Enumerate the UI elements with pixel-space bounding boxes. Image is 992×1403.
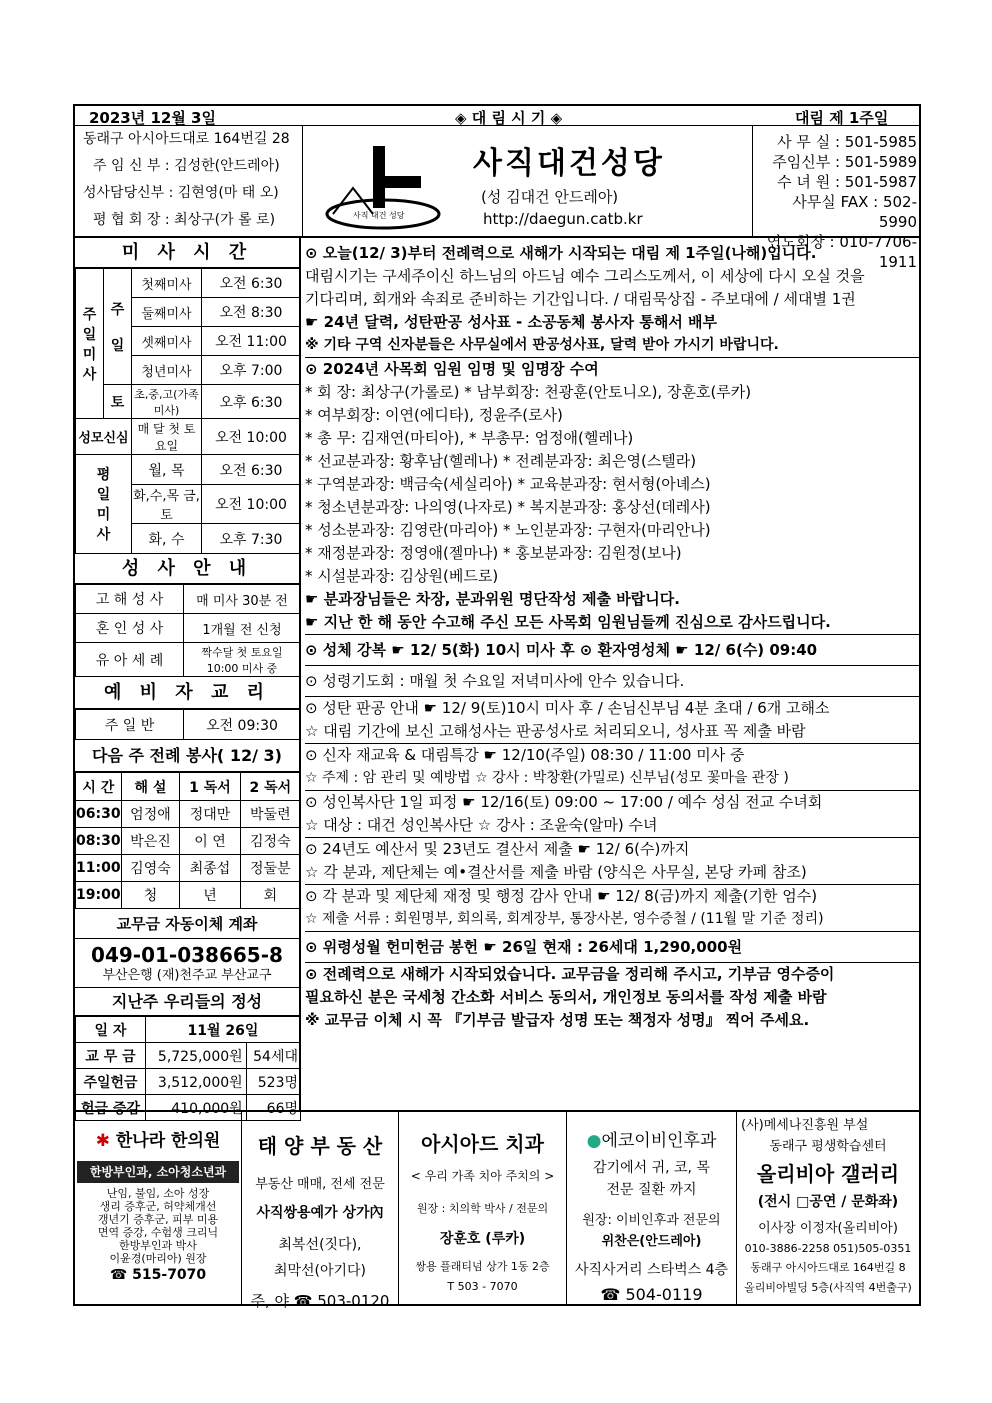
- ad-clinic-tag: 한방부인과, 소아청소년과: [77, 1161, 239, 1183]
- mass-name: 셋째미사: [132, 327, 202, 356]
- sacrament-info: 매 미사 30분 전: [184, 585, 301, 614]
- ad-line: 사직사거리 스타벅스 4층: [574, 1262, 729, 1278]
- church-patron: (성 김대건 안드레아): [481, 188, 619, 206]
- weekday-time: 오전 10:00: [202, 485, 301, 524]
- offering-cell: 410,000원: [146, 1095, 247, 1121]
- offering-table: [75, 1016, 301, 1121]
- catechumen-class: 주 일 반: [76, 710, 184, 740]
- mass-name: 청년미사: [132, 356, 202, 385]
- mass-time: 오후 7:00: [202, 356, 301, 385]
- service-head: 1 독서: [180, 773, 240, 801]
- notice-line: ※ 교무금 이체 시 꼭 『기부금 발급자 성명 또는 책정자 성명』 찍어 주세요.: [305, 1011, 810, 1029]
- service-row: [76, 855, 301, 882]
- church-url[interactable]: http://daegun.catb.kr: [483, 210, 643, 228]
- offering-cell: 523명: [246, 1069, 300, 1095]
- notice-line: ☛ 분과장님들은 차장, 분과위원 명단작성 제출 바랍니다.: [305, 590, 680, 608]
- weekday: 화, 수: [132, 524, 202, 554]
- offering-cell: 헌금 증감: [76, 1095, 146, 1121]
- notice-line: 기다리며, 회개와 속죄로 준비하는 기간입니다. / 대림묵상집 - 주보대에 / 세대별 1권: [305, 290, 856, 308]
- ad-gallery-name: 올리비아 갤러리: [756, 1162, 900, 1186]
- service-table: [75, 772, 301, 909]
- service-cell: 박은진: [121, 828, 180, 855]
- ad-ent-name: ●에코이비인후과: [586, 1131, 717, 1151]
- flower-icon: ✱: [95, 1131, 110, 1151]
- ad-line: 한방부인과 박사: [119, 1239, 197, 1252]
- sacrament-title: 성 사 안 내: [75, 554, 299, 584]
- ad-line: 010-3886-2258 051)505-0351: [744, 1242, 912, 1255]
- notice-line: * 총 무: 김재연(마티아), * 부총무: 엄정애(헬레나): [305, 429, 634, 447]
- pastor-name: 김성한(안드레아): [174, 158, 280, 174]
- service-cell: 김영숙: [121, 855, 180, 882]
- ad-line: (사)메세나진흥원 부설: [741, 1118, 869, 1133]
- notice-line: ⊙ 위령성월 헌미헌금 봉헌 ☛ 26일 현재 : 26세대 1,290,000원: [305, 938, 743, 956]
- ad-phone: 주, 야 ☎ 503-0120: [250, 1292, 390, 1310]
- ad-clinic: [75, 1112, 242, 1304]
- phone-fax: 사무실 FAX : 502-5990: [792, 193, 917, 231]
- offering-cell: 3,512,000원: [146, 1069, 247, 1095]
- ad-line: 위찬은(안드레아): [601, 1234, 702, 1249]
- mass-times-title: 미 사 시 간: [75, 238, 299, 268]
- weekday-time: 오전 6:30: [202, 455, 301, 485]
- catechumen-time: 오전 09:30: [184, 710, 301, 740]
- ad-line: 갱년기 증후군, 피부 미용: [97, 1213, 219, 1226]
- pastor-label: 주 임 신 부 :: [93, 158, 175, 174]
- sacrament-priest-name: 김현영(마 태 오): [177, 185, 279, 201]
- church-name: 사직대건성당: [473, 146, 665, 181]
- ad-realestate: [242, 1112, 399, 1310]
- weekday: 월, 목: [132, 455, 202, 485]
- notice-tithe: [305, 963, 919, 1032]
- donation-bank: 부산은행 (재)천주교 부산교구: [75, 967, 299, 988]
- sacrament-table: [75, 584, 301, 677]
- mass-name: 둘째미사: [132, 298, 202, 327]
- notice-retreat: [305, 791, 919, 838]
- sacrament-priest-label: 성사담당신부 :: [83, 185, 178, 201]
- ad-clinic-name: ✱ 한나라 한의원: [95, 1131, 221, 1151]
- notice-line: * 선교분과장: 황후남(헬레나) * 전례분과장: 최은영(스텔라): [305, 452, 697, 470]
- ad-line: < 우리 가족 치아 주치의 >: [410, 1169, 555, 1183]
- ad-line: 생리 증후군, 허약체개선: [99, 1200, 217, 1213]
- notice-line: ☆ 제출 서류 : 회원명부, 회의록, 회계장부, 통장사본, 영수증철 / (11월 말 기준 정리): [305, 911, 824, 927]
- notice-line: * 청소년분과장: 나의영(나자로) * 복지분과장: 홍상선(데레사): [305, 498, 711, 516]
- council-name: 최상구(가 롤 로): [174, 212, 276, 228]
- ent-logo-icon: ●: [586, 1131, 602, 1151]
- ad-line: 이사장 이정자(올리비아): [758, 1221, 898, 1236]
- svg-text:사직 대건 성당: 사직 대건 성당: [353, 211, 405, 220]
- service-cell: 19:00: [76, 882, 122, 909]
- sunday-mass-label: 주 일 미 사: [76, 269, 104, 419]
- notice-line: ⊙ 성체 강복 ☛ 12/ 5(화) 10시 미사 후 ⊙ 환자영성체 ☛ 12/ 6(수) 09:40: [305, 641, 818, 659]
- ad-line: 전문 질환 까지: [606, 1182, 697, 1198]
- notice-line: ☆ 대림 기간에 보신 고해성사는 판공성사로 처리되오니, 성사표 꼭 제출 바람: [305, 722, 806, 740]
- ad-dental-name: 아시아드 치과: [421, 1132, 544, 1156]
- offering-cell: 54세대: [246, 1043, 300, 1069]
- donation-title: 교무금 자동이체 계좌: [75, 909, 299, 939]
- service-cell: 엄정애: [121, 801, 180, 828]
- clergy-info: [75, 126, 303, 236]
- notice-line: ⊙ 각 분과 및 제단체 재정 및 행정 감사 안내 ☛ 12/ 8(금)까지 제출(기한 엄수): [305, 887, 818, 905]
- left-column: [73, 238, 301, 1117]
- donation-account: 049-01-038665-8: [91, 943, 283, 967]
- notice-line: ⊙ 2024년 사목회 임원 임명 및 임명장 수여: [305, 360, 599, 378]
- mass-times-table: [75, 268, 301, 554]
- service-row: [76, 801, 301, 828]
- ad-line: 동래구 아시아드대로 164번길 8: [750, 1261, 906, 1274]
- sacrament-info: 1개월 전 신청: [184, 614, 301, 643]
- phone-convent: 수 녀 원 : 501-5987: [777, 173, 917, 191]
- service-cell: 06:30: [76, 801, 122, 828]
- mass-name: 첫째미사: [132, 269, 202, 298]
- mass-time: 오전 6:30: [202, 269, 301, 298]
- notice-line: * 구역분과장: 백금숙(세실리아) * 교육분과장: 현서형(아녜스): [305, 475, 711, 493]
- ad-line: 원장: 이비인후과 전문의: [582, 1213, 721, 1228]
- ad-line: 사직쌍용예가 상가內: [256, 1205, 384, 1221]
- address: 동래구 아시아드대로 164번길 28: [83, 131, 290, 147]
- notice-line: ⊙ 24년도 예산서 및 23년도 결산서 제출 ☛ 12/ 6(수)까지: [305, 840, 690, 858]
- service-head: 2 독서: [240, 773, 300, 801]
- service-cell: 정대만: [180, 801, 240, 828]
- phone-office: 사 무 실 : 501-5985: [777, 133, 917, 151]
- service-cell: 청: [121, 882, 180, 909]
- notice-line: ☆ 각 분과, 제단체는 예•결산서를 제출 바람 (양식은 사무실, 본당 카페 참조): [305, 863, 807, 881]
- council-label: 평 협 회 장 :: [93, 212, 175, 228]
- ad-line: 쌍용 플래티넘 상가 1동 2층: [415, 1260, 550, 1273]
- mass-time: 오전 11:00: [202, 327, 301, 356]
- notice-line: ☆ 대상 : 대건 성인복사단 ☆ 강사 : 조윤숙(알마) 수녀: [305, 816, 658, 834]
- marian-devotion-time: 오전 10:00: [202, 419, 301, 455]
- offering-cell: 5,725,000원: [146, 1043, 247, 1069]
- sunday-label: 주 일: [104, 269, 132, 385]
- ad-line: 원장 : 치의학 박사 / 전문의: [416, 1202, 549, 1215]
- offering-title: 지난주 우리들의 정성: [75, 988, 299, 1016]
- notice-education: [305, 744, 919, 791]
- saturday-label: 토: [104, 385, 132, 419]
- offering-head: 일 자: [76, 1017, 146, 1043]
- liturgical-season: ◈ 대 림 시 기 ◈: [455, 109, 563, 127]
- offering-cell: 66명: [246, 1095, 300, 1121]
- notice-line: * 여부회장: 이연(에디타), 정윤주(로사): [305, 406, 563, 424]
- notice-line: * 시설분과장: 김상원(베드로): [305, 567, 499, 585]
- ad-line: 장훈호 (루카): [439, 1231, 526, 1247]
- phone-memorial: 연도회장 : 010-7706-1911: [766, 233, 917, 271]
- marian-devotion-day: 매 달 첫 토요일: [132, 419, 202, 455]
- offering-head: 11월 26일: [146, 1017, 301, 1043]
- notice-line: ⊙ 성인복사단 1일 피정 ☛ 12/16(토) 09:00 ~ 17:00 / 예수 성심 전교 수녀회: [305, 793, 823, 811]
- ad-phone: ☎ 504-0119: [600, 1285, 703, 1304]
- sacrament-info: 짝수달 첫 토요일 10:00 미사 중: [184, 643, 301, 677]
- header-bar: [73, 104, 921, 126]
- service-head: 해 설: [121, 773, 180, 801]
- ad-line: T 503 - 7070: [447, 1280, 518, 1293]
- notice-line: ※ 기타 구역 신자분들은 사무실에서 판공성사표, 달력 받아 가시기 바랍니다.: [305, 337, 779, 353]
- notice-new-year: [305, 242, 919, 358]
- notice-line: ⊙ 전례력으로 새해가 시작되었습니다. 교무금을 정리해 주시고, 기부금 영수증이: [305, 965, 835, 983]
- service-cell: 이 연: [180, 828, 240, 855]
- ad-line: 올리비아빌딩 5층(사직역 4번출구): [744, 1281, 912, 1294]
- notice-memorial-offering: [305, 932, 919, 963]
- phone-pastor: 주임신부 : 501-5989: [772, 153, 917, 171]
- service-cell: 최종섭: [180, 855, 240, 882]
- ad-line: 동래구 평생학습센터: [769, 1139, 887, 1154]
- offering-cell: 교 무 금: [76, 1043, 146, 1069]
- notice-line: ☛ 지난 한 해 동안 수고해 주신 모든 사목회 임원님들께 진심으로 감사드립니다.: [305, 613, 831, 631]
- liturgical-week: 대림 제 1주일: [795, 109, 889, 127]
- notice-line: * 회 장: 최상구(가롤로) * 남부회장: 천광훈(안토니오), 장훈호(루카): [305, 383, 752, 401]
- ad-line: 최막선(아기다): [273, 1263, 367, 1279]
- weekday-time: 오후 7:30: [202, 524, 301, 554]
- service-cell: 회: [240, 882, 300, 909]
- ad-ent: [567, 1112, 737, 1304]
- notice-line: 필요하신 분은 국세청 간소화 서비스 동의서, 개인정보 동의서를 작성 제출 바람: [305, 988, 827, 1006]
- notice-prayer-group: [305, 666, 919, 697]
- offering-row: [76, 1069, 301, 1095]
- service-cell: 박둘련: [240, 801, 300, 828]
- service-cell: 08:30: [76, 828, 122, 855]
- pastor-row: [83, 153, 302, 180]
- sacrament-priest-row: [83, 180, 302, 207]
- notice-line: 대림시기는 구세주이신 하느님의 아드님 예수 그리스도께서, 이 세상에 다시 오실 것을: [305, 267, 865, 285]
- ad-line: 최복선(짓다),: [278, 1237, 362, 1253]
- service-cell: 정둘분: [240, 855, 300, 882]
- notice-confession: [305, 697, 919, 744]
- ad-dental: [399, 1112, 567, 1304]
- notice-line: * 성소분과장: 김영란(마리아) * 노인분과장: 구현자(마리안나): [305, 521, 711, 539]
- marian-devotion-label: 성모신심: [76, 419, 132, 455]
- notice-line: ⊙ 신자 재교육 & 대림특강 ☛ 12/10(주일) 08:30 / 11:00 미사 중: [305, 746, 745, 764]
- ad-line: 부동산 매매, 전세 전문: [255, 1177, 385, 1192]
- sacrament-name: 혼 인 성 사: [76, 614, 184, 643]
- issue-date: 2023년 12월 3일: [89, 109, 216, 127]
- notice-line: * 재정분과장: 정영애(젤마나) * 홍보분과장: 김원정(보나): [305, 544, 682, 562]
- ad-line: 감기에서 귀, 코, 목: [593, 1160, 710, 1176]
- ad-phone: ☎ 515-7070: [109, 1267, 207, 1283]
- catechumen-table: [75, 709, 301, 740]
- ad-realestate-name: 태 양 부 동 산: [257, 1134, 383, 1158]
- church-identity: [303, 126, 753, 236]
- notice-benediction: [305, 635, 919, 666]
- sacrament-name: 고 해 성 사: [76, 585, 184, 614]
- notice-line: ⊙ 오늘(12/ 3)부터 전례력으로 새해가 시작되는 대림 제 1주일(나해)입니다.: [305, 244, 817, 262]
- notice-line: ⊙ 성탄 판공 안내 ☛ 12/ 9(토)10시 미사 후 / 손님신부님 4분 초대 / 6개 고해소: [305, 699, 830, 717]
- service-cell: 김정숙: [240, 828, 300, 855]
- notice-budget: [305, 838, 919, 885]
- sacrament-name: 유 아 세 례: [76, 643, 184, 677]
- notice-council: [305, 358, 919, 635]
- weekday: 화,수,목 금, 토: [132, 485, 202, 524]
- notice-audit: [305, 885, 919, 932]
- notice-line: ☛ 24년 달력, 성탄판공 성사표 - 소공동체 봉사자 통해서 배부: [305, 313, 718, 331]
- service-cell: 년: [180, 882, 240, 909]
- offering-cell: 주일헌금: [76, 1069, 146, 1095]
- council-row: [83, 207, 302, 234]
- service-title: 다음 주 전례 봉사( 12/ 3): [75, 740, 299, 772]
- church-logo-icon: [313, 136, 443, 232]
- mass-time: 오전 8:30: [202, 298, 301, 327]
- ad-line: 이윤경(마리아) 원장: [109, 1252, 207, 1265]
- notice-line: ⊙ 성령기도회 : 매월 첫 수요일 저녁미사에 안수 있습니다.: [305, 672, 685, 690]
- catechumen-title: 예 비 자 교 리: [75, 677, 299, 709]
- weekday-mass-label: 평 일 미 사: [76, 455, 132, 554]
- ad-line: 난임, 불임, 소아 성장: [106, 1187, 210, 1200]
- ad-line: 면역 증강, 수험생 크리닉: [97, 1226, 219, 1239]
- ads-bar: [73, 1110, 921, 1310]
- service-row: [76, 828, 301, 855]
- offering-row: [76, 1043, 301, 1069]
- mass-name: 초,중,고(가족미사): [132, 385, 202, 419]
- ad-line: (전시 □공연 / 문화좌): [757, 1194, 899, 1210]
- service-head: 시 간: [76, 773, 122, 801]
- notice-line: ☆ 주제 : 암 관리 및 예방법 ☆ 강사 : 박창환(가밀로) 신부님(성모 꽃마을 관장 ): [305, 770, 789, 786]
- notices-column: [301, 238, 921, 1110]
- mass-time: 오후 6:30: [202, 385, 301, 419]
- service-row: [76, 882, 301, 909]
- service-cell: 11:00: [76, 855, 122, 882]
- ad-gallery: [737, 1112, 919, 1304]
